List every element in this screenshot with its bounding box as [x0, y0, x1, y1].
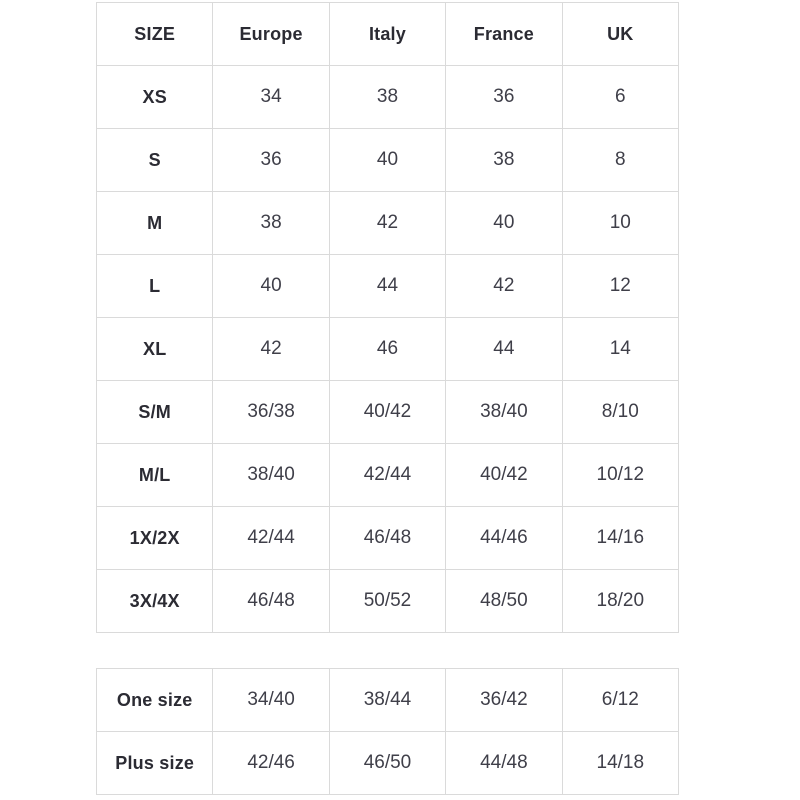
table-row-one-size — [97, 669, 679, 732]
table-cell: 38/40 — [213, 444, 329, 507]
table-row-s-m — [97, 381, 679, 444]
table-row-m — [97, 192, 679, 255]
table-cell: 42/46 — [213, 732, 329, 795]
table-cell: 40 — [329, 129, 445, 192]
table-cell: 36/42 — [446, 669, 562, 732]
table-cell: 36 — [213, 129, 329, 192]
column-header-italy: Italy — [329, 3, 445, 66]
table-cell: 18/20 — [562, 570, 678, 633]
table-cell: 38 — [329, 66, 445, 129]
row-label: One size — [97, 669, 213, 732]
table-cell: 44 — [446, 318, 562, 381]
table-cell: 48/50 — [446, 570, 562, 633]
table-cell: 34 — [213, 66, 329, 129]
row-label: S — [97, 129, 213, 192]
table-cell: 36 — [446, 66, 562, 129]
table-cell: 38 — [446, 129, 562, 192]
row-label: L — [97, 255, 213, 318]
table-cell: 42 — [329, 192, 445, 255]
table-cell: 46/48 — [329, 507, 445, 570]
table-cell: 6/12 — [562, 669, 678, 732]
table-cell: 6 — [562, 66, 678, 129]
row-label: Plus size — [97, 732, 213, 795]
table-cell: 42/44 — [213, 507, 329, 570]
table-row-xl — [97, 318, 679, 381]
column-header-europe: Europe — [213, 3, 329, 66]
row-label: S/M — [97, 381, 213, 444]
column-header-size: SIZE — [97, 3, 213, 66]
table-cell: 46/50 — [329, 732, 445, 795]
table-cell: 38/44 — [329, 669, 445, 732]
table-cell: 36/38 — [213, 381, 329, 444]
table-row-s — [97, 129, 679, 192]
table-row-1x-2x — [97, 507, 679, 570]
table-cell: 38 — [213, 192, 329, 255]
row-label: XL — [97, 318, 213, 381]
table-cell: 40/42 — [329, 381, 445, 444]
table-row-xs — [97, 66, 679, 129]
table-row-l — [97, 255, 679, 318]
special-sizes-table — [96, 668, 679, 795]
table-cell: 8 — [562, 129, 678, 192]
table-cell: 10/12 — [562, 444, 678, 507]
table-cell: 40 — [446, 192, 562, 255]
row-label: M/L — [97, 444, 213, 507]
table-row-m-l — [97, 444, 679, 507]
column-header-france: France — [446, 3, 562, 66]
table-cell: 40 — [213, 255, 329, 318]
table-cell: 12 — [562, 255, 678, 318]
table-cell: 50/52 — [329, 570, 445, 633]
table-cell: 44/46 — [446, 507, 562, 570]
table-cell: 42/44 — [329, 444, 445, 507]
table-cell: 44 — [329, 255, 445, 318]
row-label: 3X/4X — [97, 570, 213, 633]
table-cell: 14/18 — [562, 732, 678, 795]
table-row-plus-size — [97, 732, 679, 795]
row-label: M — [97, 192, 213, 255]
column-header-uk: UK — [562, 3, 678, 66]
table-cell: 10 — [562, 192, 678, 255]
main-size-table-container — [96, 2, 679, 633]
table-cell: 44/48 — [446, 732, 562, 795]
table-cell: 42 — [446, 255, 562, 318]
table-cell: 42 — [213, 318, 329, 381]
table-cell: 46/48 — [213, 570, 329, 633]
table-row-3x-4x — [97, 570, 679, 633]
table-cell: 38/40 — [446, 381, 562, 444]
header-row — [97, 3, 679, 66]
row-label: XS — [97, 66, 213, 129]
table-cell: 14 — [562, 318, 678, 381]
table-cell: 40/42 — [446, 444, 562, 507]
table-cell: 8/10 — [562, 381, 678, 444]
table-cell: 46 — [329, 318, 445, 381]
special-sizes-table-container — [96, 668, 679, 795]
table-cell: 14/16 — [562, 507, 678, 570]
table-cell: 34/40 — [213, 669, 329, 732]
row-label: 1X/2X — [97, 507, 213, 570]
size-conversion-table — [96, 2, 679, 633]
